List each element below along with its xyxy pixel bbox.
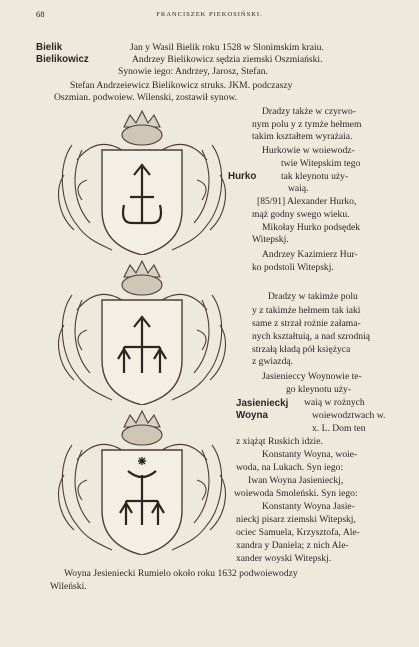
text-line: z gwiazdą.: [252, 356, 294, 367]
label-woyna: Woyna: [236, 410, 268, 421]
text-line: nych kształtuią, a nad szrodnią: [252, 331, 371, 342]
text-line: waią.: [288, 183, 309, 194]
coat-of-arms-hurko: [52, 255, 232, 405]
text-line: ociec Samuela, Krzysztofa, Ale-: [236, 527, 360, 538]
text-line: xander woyski Witepskj.: [236, 553, 332, 564]
text-line: Dradzy także w czyrwo-: [262, 106, 357, 117]
text-line: strzałą kładą pół księżyca: [252, 344, 351, 355]
text-line: Wileński.: [50, 581, 87, 592]
text-line: Woyna Jesieniecki Rumielo około roku 1632 podwoiewodzy: [64, 568, 298, 579]
text-line: ko podstoli Witepskj.: [252, 262, 334, 273]
text-line: Andrzey Bielikowicz sędzia ziemski Oszmiański.: [132, 54, 323, 65]
text-line: woiewodztwach w.: [312, 410, 386, 421]
text-line: waią w rożnych: [304, 397, 365, 408]
text-line: tak kleynotu uży-: [281, 171, 349, 182]
label-bielik: Bielik: [36, 42, 63, 53]
text-line: Konstanty Woyna Jasie-: [262, 501, 355, 512]
text-line: Mikołay Hurko podsędek: [262, 222, 361, 233]
text-line: Jasienieccy Woynowie te-: [262, 371, 362, 382]
text-line: nieckj pisarz ziemski Witepskj,: [236, 514, 356, 525]
coat-of-arms-bielik: [52, 105, 232, 255]
text-line: Synowie iego: Andrzey, Jarosz, Stefan.: [118, 66, 268, 77]
text-line: mąż godny swego wieku.: [252, 209, 350, 220]
text-line: z xiążąt Ruskich idzie.: [236, 436, 323, 447]
text-line: nym polu y z tymże hełmem: [252, 119, 362, 130]
text-line: Konstanty Woyna, woie-: [262, 449, 358, 460]
text-line: go kleynotu uży-: [286, 384, 352, 395]
text-line: Stefan Andrzeiewicz Bielikowicz struks. JKM. podczaszy: [70, 80, 293, 91]
text-line: woiewoda Smoleński. Syn iego:: [234, 488, 358, 499]
text-line: x. L. Dom ten: [312, 423, 366, 434]
text-line: xandra y Daniela; z nich Ale-: [236, 540, 349, 551]
page-number: 68: [36, 9, 45, 19]
coat-of-arms-woyna: [52, 405, 232, 555]
text-line: Hurkowie w woiewodz-: [262, 145, 355, 156]
text-line: [85/91] Alexander Hurko,: [257, 196, 357, 207]
text-line: twie Witepskim tego: [281, 158, 361, 169]
text-line: Jan y Wasil Bielik roku 1528 w Slonimskim kraiu.: [130, 42, 324, 53]
running-title: FRANCISZEK PIEKOSIŃSKI.: [156, 11, 263, 18]
text-line: takim kształtem wyrażaia.: [252, 131, 353, 142]
text-line: Dradzy w takimże polu: [268, 291, 358, 302]
label-hurko: Hurko: [228, 171, 257, 182]
label-jasienieckj: Jasienieckj: [236, 398, 289, 409]
text-line: Oszmian. podwoiew. Wilenski, zostawił synow.: [54, 92, 238, 103]
text-line: y z takimże hełmem tak iaki: [252, 305, 361, 316]
text-line: Witepskj.: [252, 234, 289, 245]
label-bielikowicz: Bielikowicz: [36, 54, 89, 65]
text-line: Andrzey Kazimierz Hur-: [262, 249, 358, 260]
text-line: same z strzał rożnie załama-: [252, 318, 361, 329]
text-line: Iwan Woyna Jasienieckj,: [248, 475, 344, 486]
text-line: woda, na Lukach. Syn iego:: [236, 462, 344, 473]
